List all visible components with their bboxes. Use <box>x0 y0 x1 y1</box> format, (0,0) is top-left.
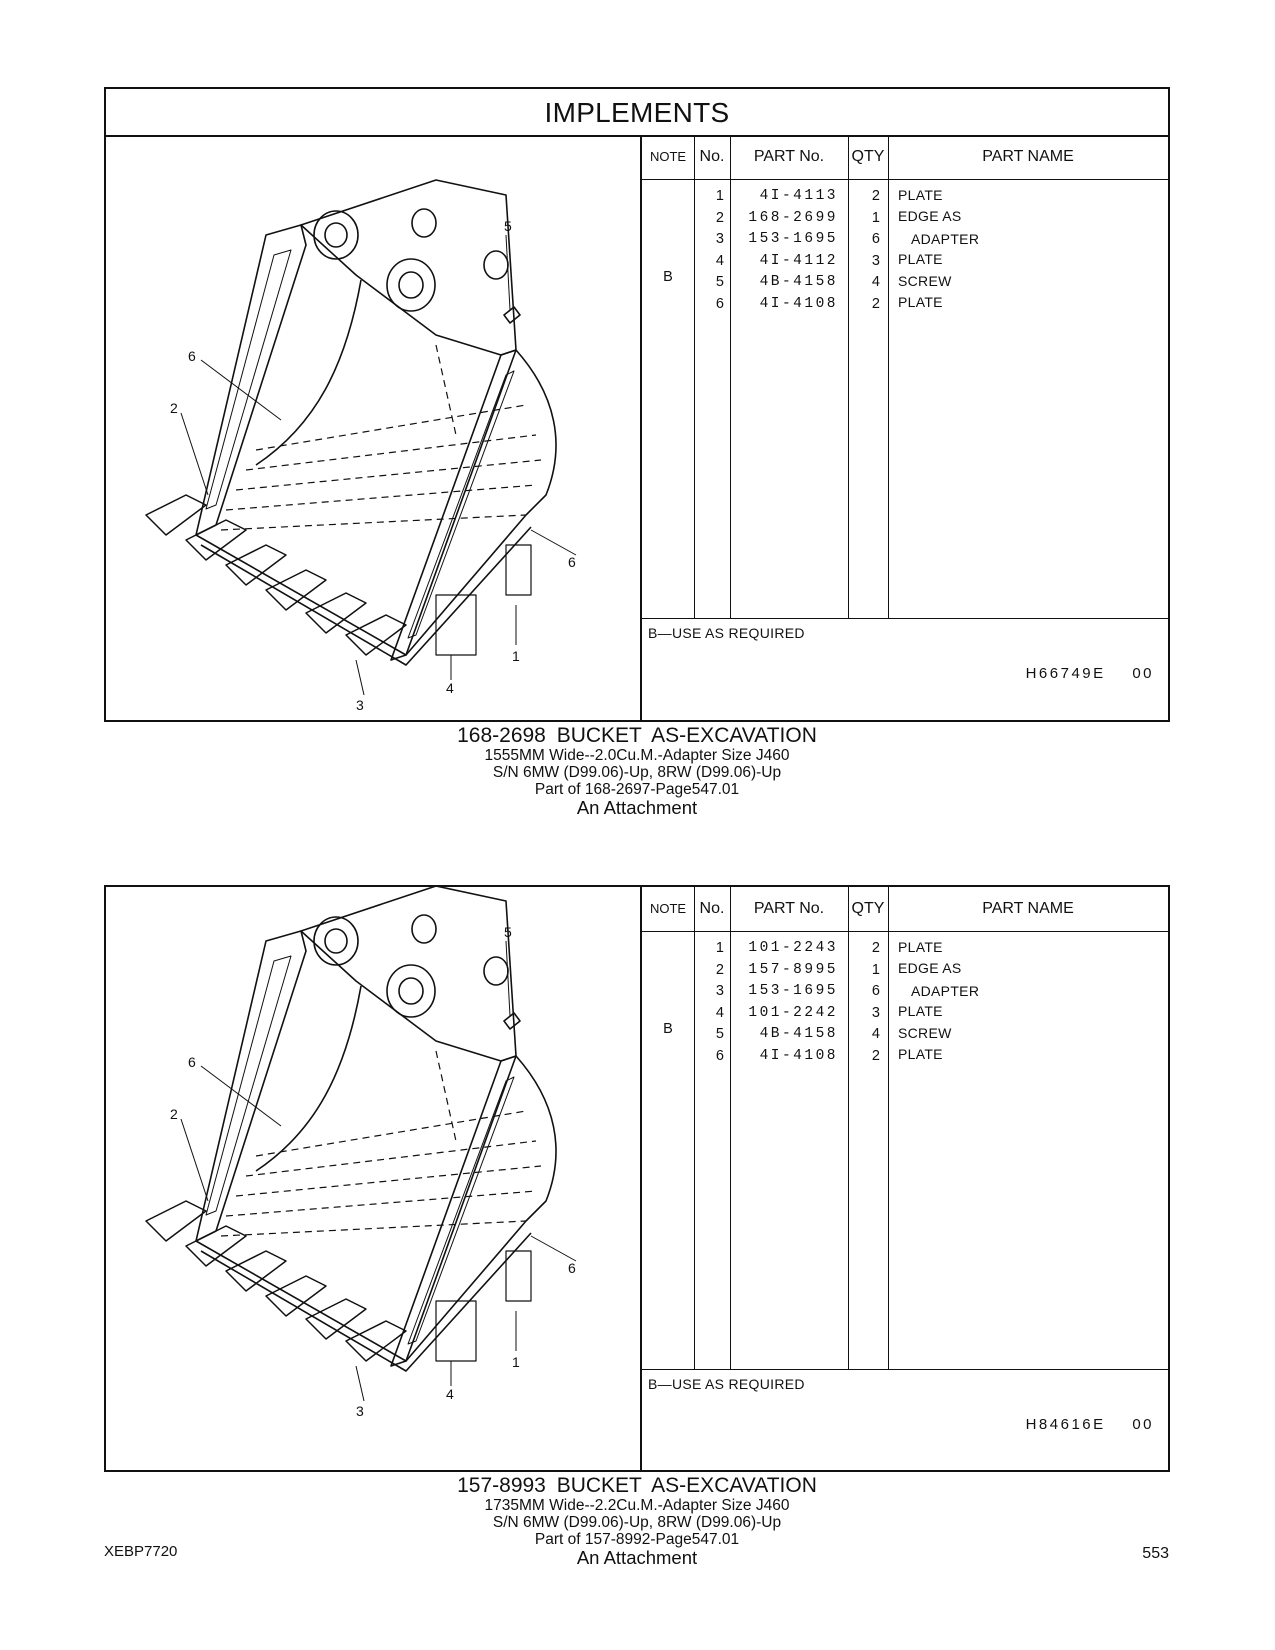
callout-1: 1 <box>512 1354 520 1370</box>
bucket-teeth <box>146 1201 406 1361</box>
part-number: 4I-4112 <box>759 253 838 269</box>
bucket-drawing <box>106 135 640 720</box>
part-number: 4B-4158 <box>759 274 838 290</box>
item-number: 6 <box>715 296 724 312</box>
parts-table <box>640 135 1168 720</box>
quantity: 2 <box>871 940 880 956</box>
part-name: PLATE <box>898 294 943 310</box>
header-part-no: PART No. <box>753 148 825 165</box>
quantity: 2 <box>871 188 880 204</box>
quantity: 1 <box>871 210 880 226</box>
item-number: 5 <box>715 274 724 290</box>
part-name: PLATE <box>898 1003 943 1019</box>
header-no: No. <box>699 148 725 165</box>
callout-1: 1 <box>512 648 520 664</box>
part-number: 4I-4108 <box>759 296 838 312</box>
table-footer <box>642 1369 1168 1470</box>
header-note: NOTE <box>649 901 687 916</box>
header-no: No. <box>699 900 725 917</box>
parts-table <box>640 887 1168 1470</box>
quantity: 4 <box>871 274 880 290</box>
illustration-revision: 00 <box>1132 1416 1154 1433</box>
item-number: 3 <box>715 231 724 247</box>
table-header <box>642 135 1168 180</box>
bucket-teeth <box>146 495 406 655</box>
callout-6: 6 <box>188 1054 196 1070</box>
footnote: B—USE AS REQUIRED <box>648 625 805 641</box>
part-name: EDGE AS <box>898 208 962 224</box>
quantity: 6 <box>871 983 880 999</box>
callout-4: 4 <box>446 1386 454 1402</box>
quantity: 3 <box>871 253 880 269</box>
callout-5: 5 <box>504 218 512 234</box>
bucket-illustration <box>106 887 640 1470</box>
caption-subtitle: An Attachment <box>576 1547 698 1568</box>
caption-title: 157‑8993 BUCKET AS‑EXCAVATION <box>457 1474 817 1497</box>
screw-icon <box>504 307 520 323</box>
footnote: B—USE AS REQUIRED <box>648 1376 805 1392</box>
hinge-ear <box>314 917 358 965</box>
item-number: 1 <box>715 940 724 956</box>
hinge-ear <box>387 259 435 311</box>
callout-6: 6 <box>568 1260 576 1276</box>
caption-line: 1735MM Wide‑‑2.2Cu.M.‑Adapter Size J460 <box>484 1497 790 1514</box>
quantity: 1 <box>871 962 880 978</box>
page-number: 553 <box>1142 1545 1169 1562</box>
part-number: 168-2699 <box>748 210 838 226</box>
hinge-ear <box>387 965 435 1017</box>
hinge-ear <box>314 211 358 259</box>
header-qty: QTY <box>851 148 885 165</box>
item-number: 4 <box>715 1005 724 1021</box>
quantity: 2 <box>871 1048 880 1064</box>
part-name: EDGE AS <box>898 960 962 976</box>
part-name: PLATE <box>898 187 943 203</box>
table-header <box>642 887 1168 932</box>
header-part-name: PART NAME <box>982 148 1074 165</box>
callout-4: 4 <box>446 680 454 696</box>
illustration-number: H66749E <box>1025 665 1106 682</box>
callout-5: 5 <box>504 924 512 940</box>
part-name: PLATE <box>898 939 943 955</box>
caption-line: S/N 6MW (D99.06)‑Up, 8RW (D99.06)‑Up <box>492 764 782 781</box>
quantity: 6 <box>871 231 880 247</box>
header-qty: QTY <box>851 900 885 917</box>
document-code: XEBP7720 <box>104 1543 178 1560</box>
note-letter: B <box>663 1021 673 1037</box>
item-number: 6 <box>715 1048 724 1064</box>
section-title: IMPLEMENTS <box>106 89 1168 137</box>
table-footer <box>642 618 1168 720</box>
part-name: SCREW <box>898 273 952 289</box>
part-name: ADAPTER <box>911 983 980 999</box>
callout-2: 2 <box>170 400 178 416</box>
callout-3: 3 <box>356 1403 364 1419</box>
part-number: 157-8995 <box>748 962 838 978</box>
part-number: 4I-4113 <box>759 188 838 204</box>
caption-subtitle: An Attachment <box>576 797 698 818</box>
part-number: 4B-4158 <box>759 1026 838 1042</box>
caption-line: S/N 6MW (D99.06)‑Up, 8RW (D99.06)‑Up <box>492 1514 782 1531</box>
part-number: 101-2243 <box>748 940 838 956</box>
quantity: 2 <box>871 296 880 312</box>
part-number: 101-2242 <box>748 1005 838 1021</box>
header-note: NOTE <box>649 149 687 164</box>
callout-6: 6 <box>188 348 196 364</box>
parts-panel-2 <box>104 885 1170 1472</box>
callout-2: 2 <box>170 1106 178 1122</box>
illustration-code <box>1026 665 1154 682</box>
caption-title: 168‑2698 BUCKET AS‑EXCAVATION <box>457 724 817 747</box>
illustration-code <box>1026 1416 1154 1433</box>
table-body <box>642 931 1168 1369</box>
part-number: 4I-4108 <box>759 1048 838 1064</box>
part-number: 153-1695 <box>748 983 838 999</box>
part-number: 153-1695 <box>748 231 838 247</box>
panel-caption-1 <box>104 725 1170 817</box>
header-part-no: PART No. <box>753 900 825 917</box>
parts-panel-1 <box>104 87 1170 722</box>
part-name: SCREW <box>898 1025 952 1041</box>
part-name: PLATE <box>898 251 943 267</box>
quantity: 3 <box>871 1005 880 1021</box>
header-part-name: PART NAME <box>982 900 1074 917</box>
bucket-drawing <box>106 887 640 1470</box>
quantity: 4 <box>871 1026 880 1042</box>
part-name: ADAPTER <box>911 231 980 247</box>
item-number: 2 <box>715 962 724 978</box>
item-number: 4 <box>715 253 724 269</box>
caption-line: Part of 157‑8992‑Page547.01 <box>534 1531 740 1548</box>
panel-caption-2 <box>104 1475 1170 1567</box>
item-number: 1 <box>715 188 724 204</box>
callout-3: 3 <box>356 697 364 713</box>
illustration-number: H84616E <box>1025 1416 1106 1433</box>
table-body <box>642 179 1168 618</box>
part-name: PLATE <box>898 1046 943 1062</box>
caption-line: 1555MM Wide‑‑2.0Cu.M.‑Adapter Size J460 <box>484 747 790 764</box>
item-number: 2 <box>715 210 724 226</box>
item-number: 5 <box>715 1026 724 1042</box>
bucket-illustration <box>106 135 640 720</box>
item-number: 3 <box>715 983 724 999</box>
note-letter: B <box>663 269 673 285</box>
caption-line: Part of 168‑2697‑Page547.01 <box>534 781 740 798</box>
callout-6: 6 <box>568 554 576 570</box>
illustration-revision: 00 <box>1132 665 1154 682</box>
screw-icon <box>504 1013 520 1029</box>
